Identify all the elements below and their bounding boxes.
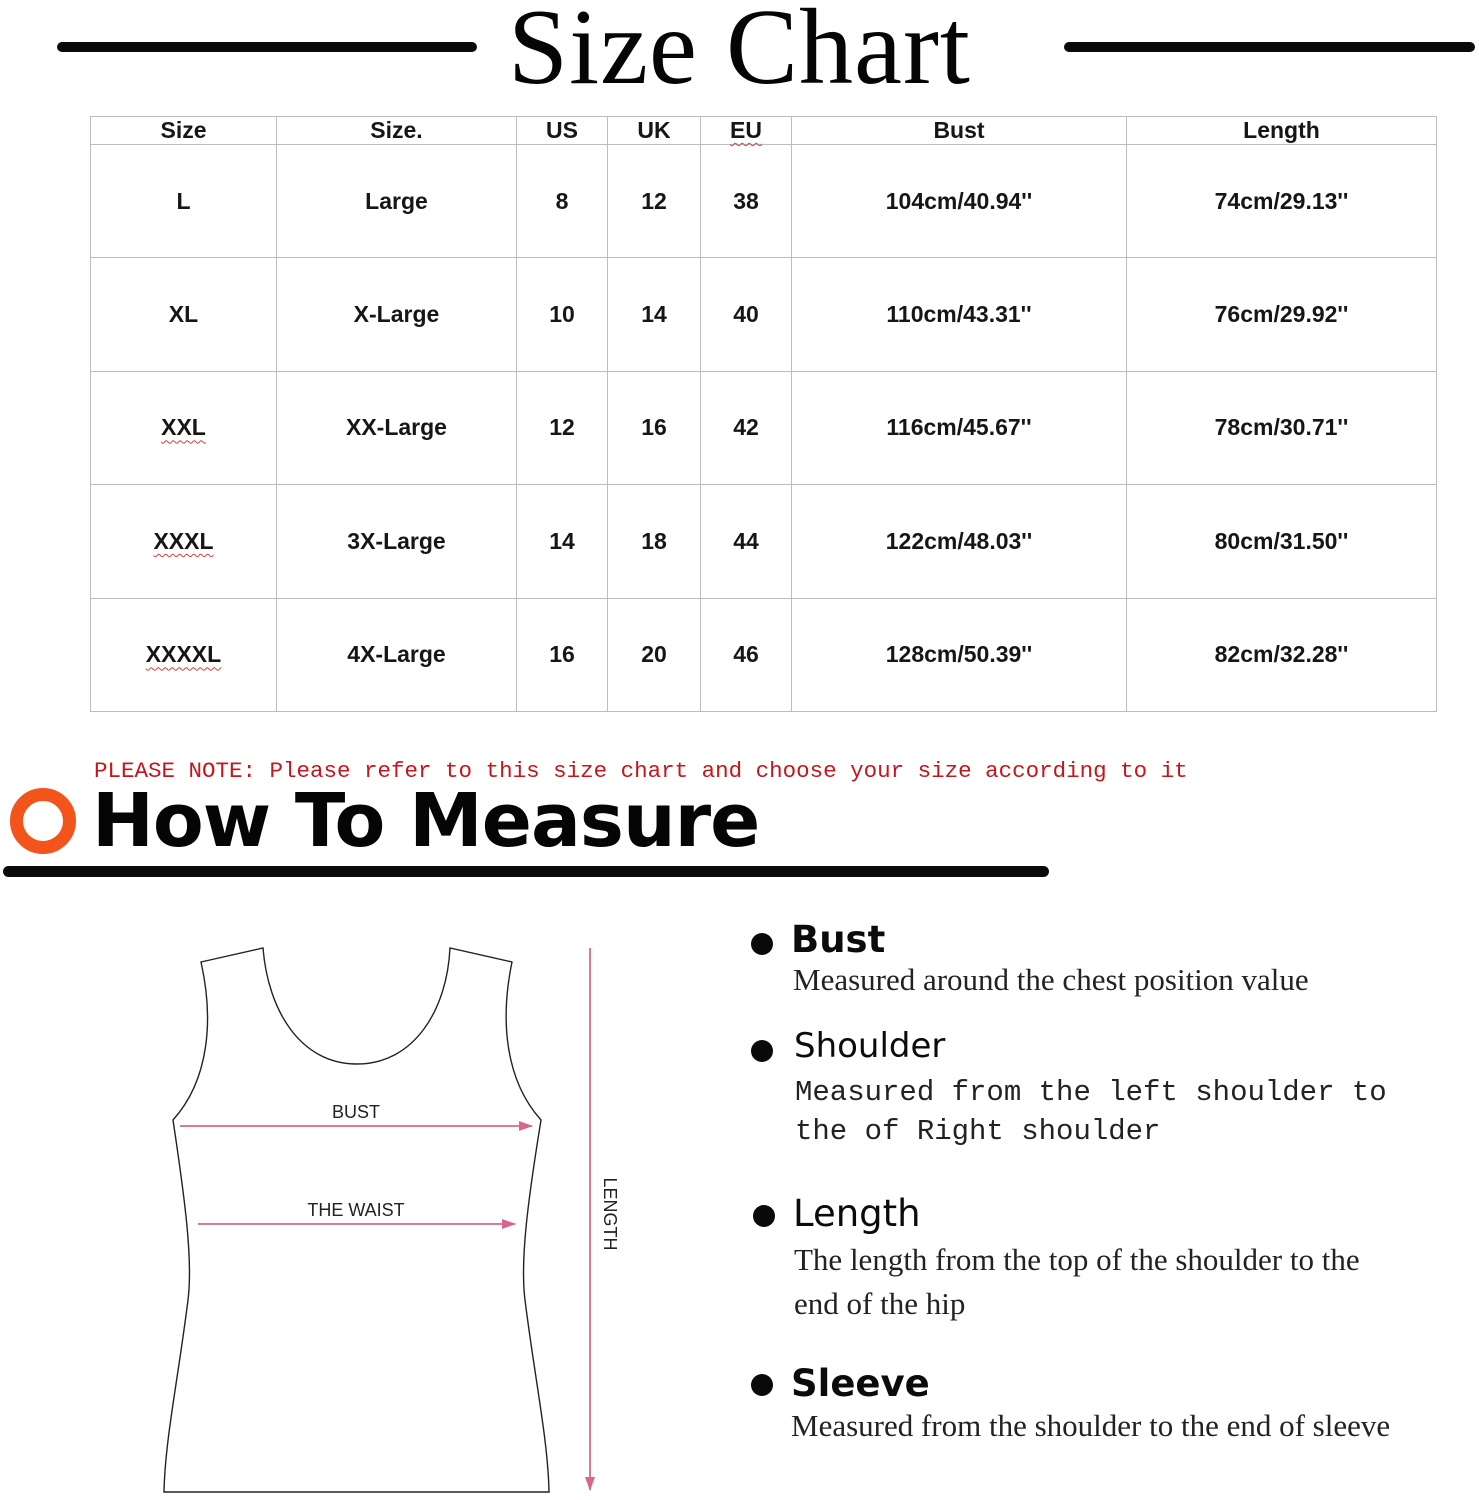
tip-title-sleeve: Sleeve — [791, 1362, 930, 1405]
cell-bust: 116cm/45.67'' — [792, 371, 1127, 484]
bullet-icon — [751, 1040, 773, 1062]
size-table — [90, 116, 1437, 712]
bullet-icon — [751, 933, 773, 955]
cell-bust: 110cm/43.31'' — [792, 258, 1127, 371]
cell-us: 8 — [517, 145, 608, 258]
cell-us: 14 — [517, 485, 608, 598]
cell-size-name: 4X-Large — [277, 598, 517, 711]
bullet-icon — [753, 1205, 775, 1227]
cell-bust: 128cm/50.39'' — [792, 598, 1127, 711]
cell-size: XL — [91, 258, 277, 371]
header-uk: UK — [608, 117, 701, 145]
header-us: US — [517, 117, 608, 145]
tank-top-outline — [164, 948, 549, 1492]
cell-size-name: X-Large — [277, 258, 517, 371]
cell-length: 82cm/32.28'' — [1127, 598, 1437, 711]
header-bust: Bust — [792, 117, 1127, 145]
table-header-row — [91, 117, 1437, 145]
cell-uk: 12 — [608, 145, 701, 258]
cell-size-label: XXXXL — [145, 641, 222, 668]
tip-title-length: Length — [793, 1192, 921, 1235]
size-note: PLEASE NOTE: Please refer to this size chart and choose your size according to it — [94, 758, 1188, 784]
bust-label: BUST — [331, 1102, 381, 1122]
tip-title-bust: Bust — [791, 918, 886, 961]
cell-length: 80cm/31.50'' — [1127, 485, 1437, 598]
header-length: Length — [1127, 117, 1437, 145]
cell-uk: 14 — [608, 258, 701, 371]
cell-bust: 104cm/40.94'' — [792, 145, 1127, 258]
cell-size-label: XXXL — [153, 527, 214, 554]
cell-size-label: XXL — [161, 414, 206, 441]
cell-size: L — [91, 145, 277, 258]
cell-eu: 40 — [701, 258, 792, 371]
cell-us: 16 — [517, 598, 608, 711]
waist-label: THE WAIST — [307, 1200, 405, 1220]
cell-bust: 122cm/48.03'' — [792, 485, 1127, 598]
cell-eu: 42 — [701, 371, 792, 484]
tank-top-diagram — [150, 935, 630, 1500]
header-size-name: Size. — [277, 117, 517, 145]
tip-desc-bust: Measured around the chest position value — [793, 962, 1309, 997]
cell-eu: 44 — [701, 485, 792, 598]
bullet-icon — [751, 1374, 773, 1396]
cell-eu: 46 — [701, 598, 792, 711]
table-row — [91, 371, 1437, 484]
table-row — [91, 145, 1437, 258]
tip-title-shoulder: Shoulder — [794, 1026, 946, 1066]
ring-icon — [10, 788, 76, 854]
cell-uk: 16 — [608, 371, 701, 484]
header-size: Size — [91, 117, 277, 145]
table-row — [91, 598, 1437, 711]
cell-length: 76cm/29.92'' — [1127, 258, 1437, 371]
cell-us: 10 — [517, 258, 608, 371]
cell-eu: 38 — [701, 145, 792, 258]
cell-size-name: Large — [277, 145, 517, 258]
cell-length: 78cm/30.71'' — [1127, 371, 1437, 484]
cell-size — [91, 371, 277, 484]
table-row — [91, 258, 1437, 371]
cell-uk: 20 — [608, 598, 701, 711]
cell-size-name: XX-Large — [277, 371, 517, 484]
page-title: Size Chart — [508, 0, 971, 107]
how-to-measure-heading: How To Measure — [92, 778, 760, 864]
tip-desc-length: The length from the top of the shoulder to the end of the hip — [794, 1242, 1360, 1321]
cell-uk: 18 — [608, 485, 701, 598]
table-row — [91, 485, 1437, 598]
cell-size — [91, 485, 277, 598]
tip-desc-sleeve: Measured from the shoulder to the end of sleeve — [791, 1408, 1391, 1443]
tip-desc-shoulder: Measured from the left shoulder to the of Right shoulder — [795, 1076, 1387, 1148]
cell-size — [91, 598, 277, 711]
header-eu — [701, 117, 792, 145]
cell-size-name: 3X-Large — [277, 485, 517, 598]
header-eu-label: EU — [730, 117, 762, 143]
heading-rule — [3, 866, 1049, 877]
cell-us: 12 — [517, 371, 608, 484]
cell-length: 74cm/29.13'' — [1127, 145, 1437, 258]
length-label: LENGTH — [600, 1177, 620, 1251]
